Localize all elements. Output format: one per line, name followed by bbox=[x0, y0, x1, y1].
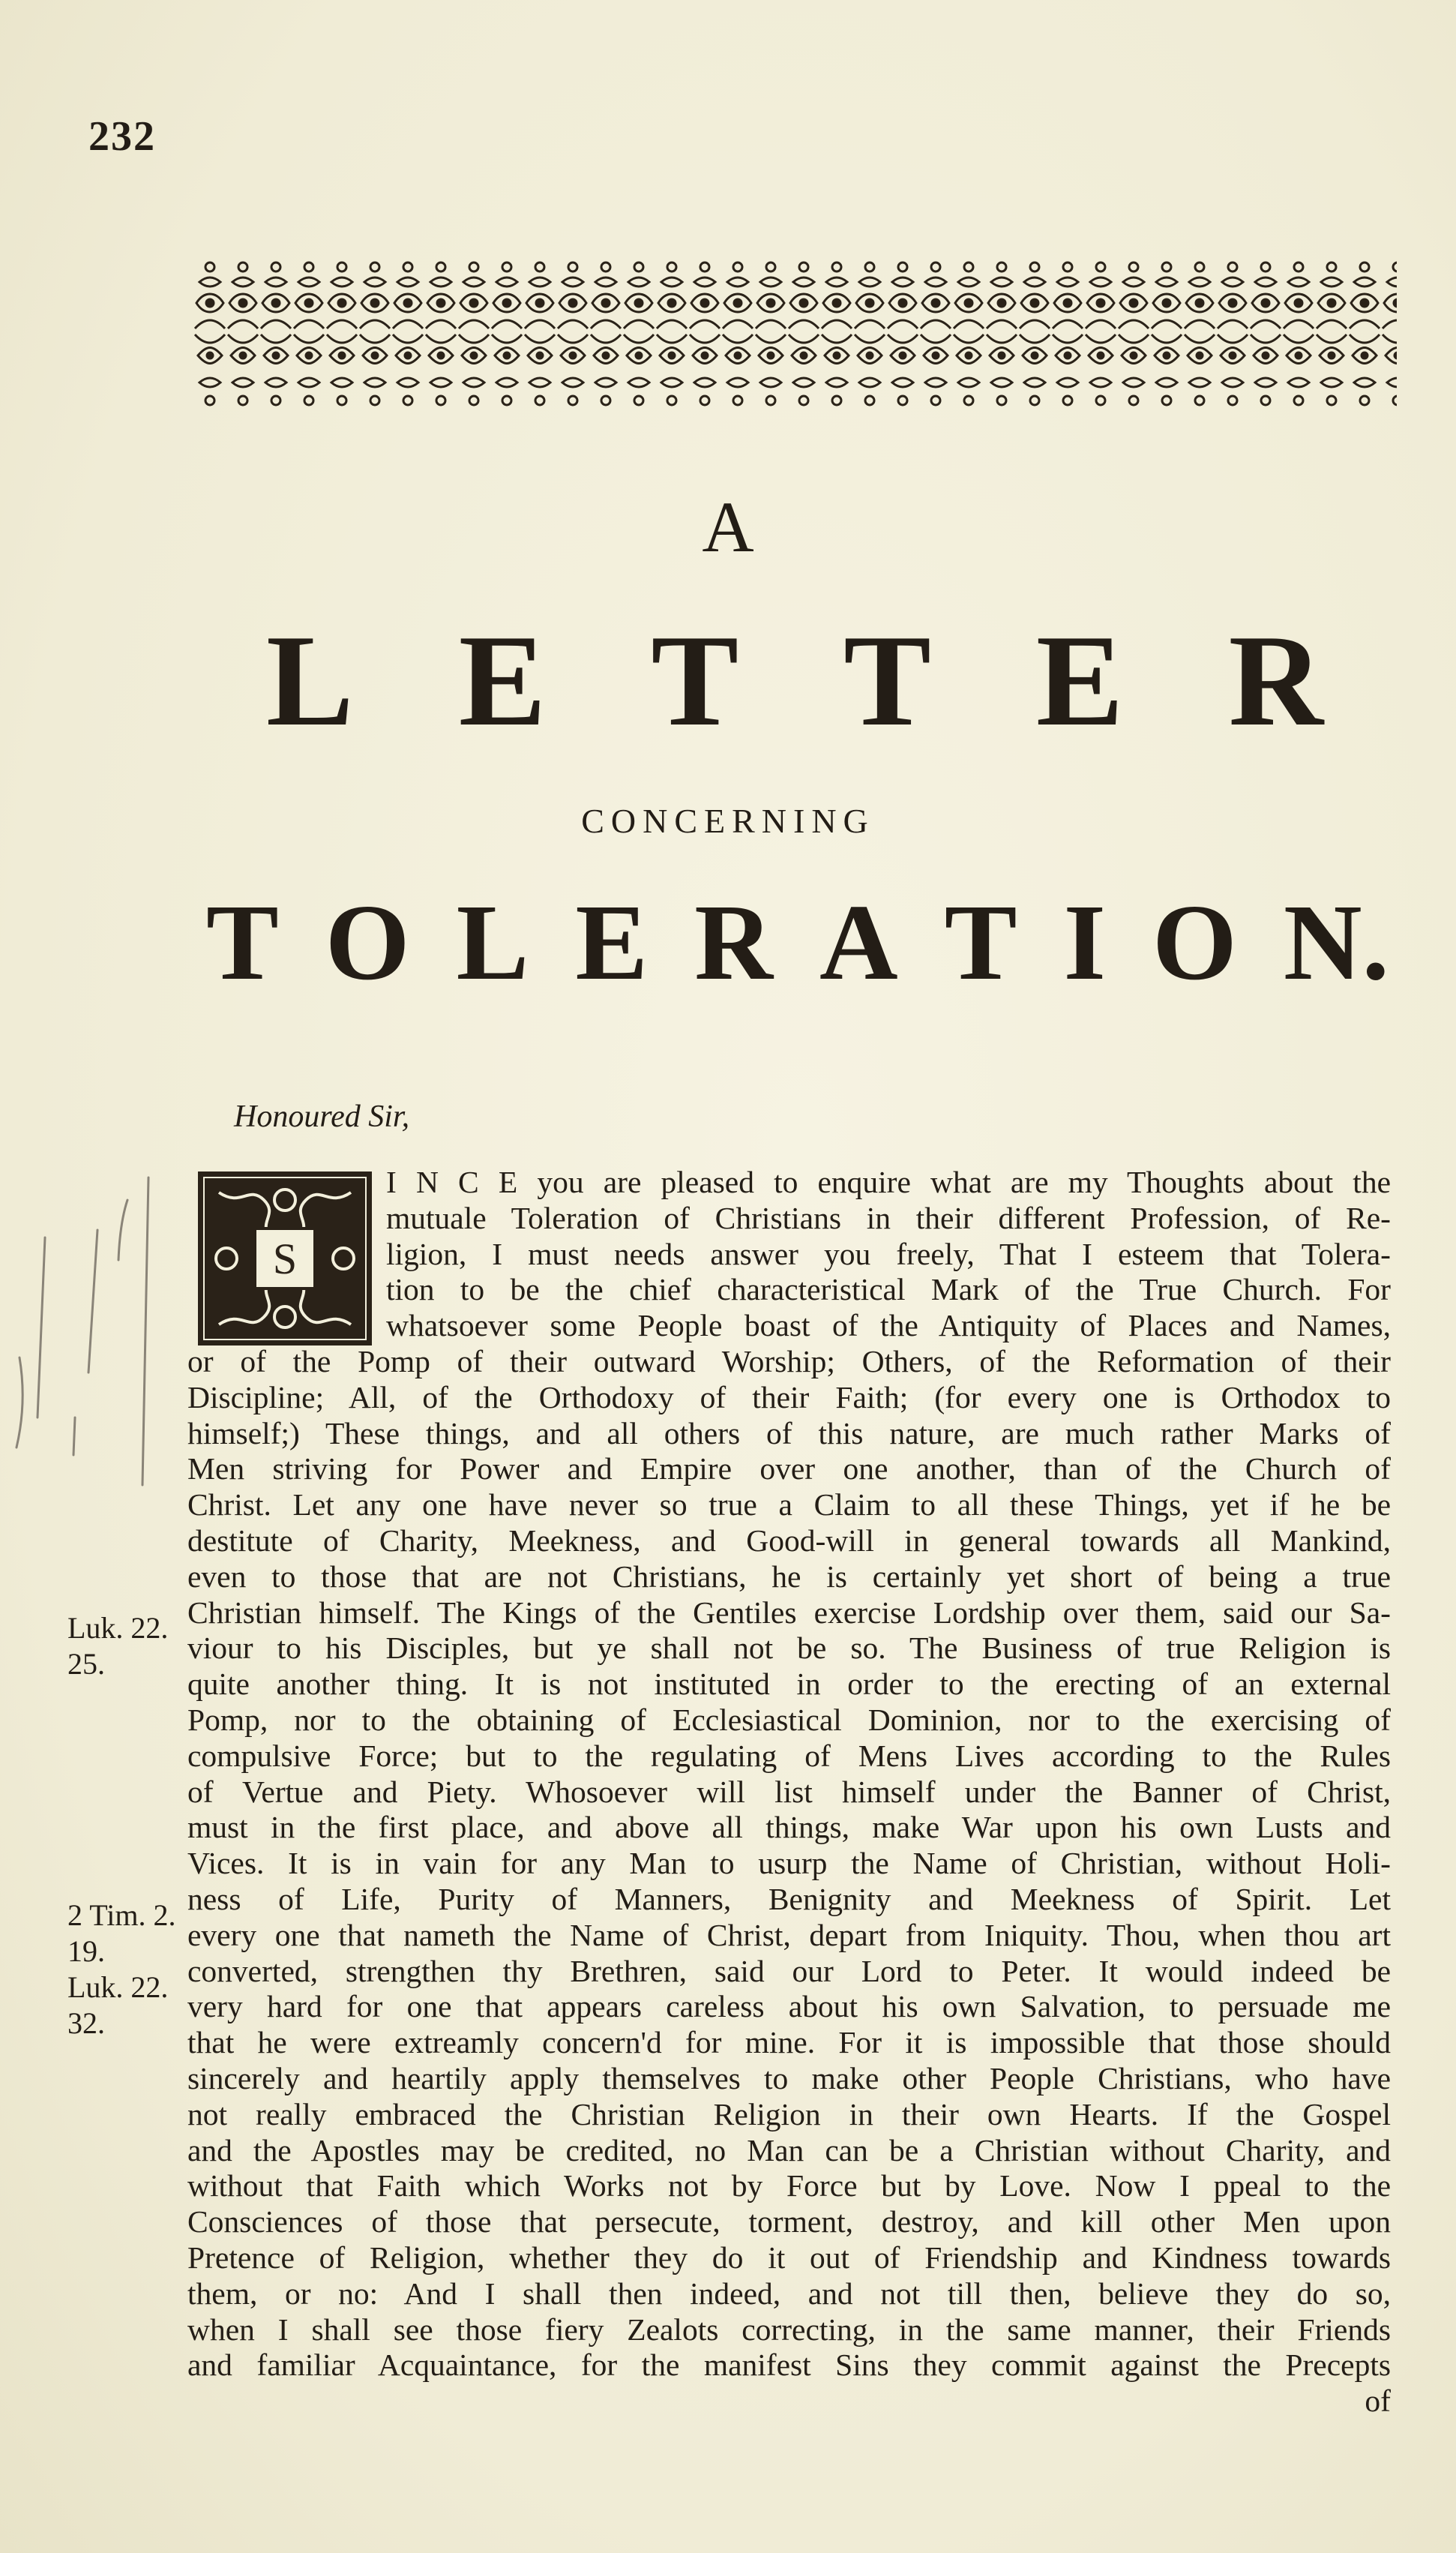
margin-note: 32. bbox=[67, 2006, 105, 2040]
body-line: destitute of Charity, Meekness, and Good-will in general towards all Mankind, bbox=[187, 1522, 1391, 1558]
title-toleration-char: R bbox=[694, 883, 773, 1003]
body-line: quite another thing. It is not instituted in order to the erecting of an external bbox=[187, 1666, 1391, 1702]
title-letter-char: T bbox=[651, 608, 739, 753]
body-line: every one that nameth the Name of Christ, depart from Iniquity. Thou, when thou art bbox=[187, 1917, 1391, 1952]
body-line: when I shall see those fiery Zealots correcting, in the same manner, their Friends bbox=[187, 2312, 1391, 2347]
body-line: and the Apostles may be credited, no Man can be a Christian without Charity, and bbox=[187, 2132, 1391, 2168]
body-line: Christian himself. The Kings of the Gentiles exercise Lordship over them, said our Sa- bbox=[187, 1594, 1391, 1630]
title-toleration-char: O bbox=[1152, 883, 1237, 1003]
body-line: of bbox=[1365, 2384, 1391, 2419]
body-line: even to those that are not Christians, he is certainly yet short of being a true bbox=[187, 1558, 1391, 1594]
body-line: of Vertue and Piety. Whosoever will list himself under the Banner of Christ, bbox=[187, 1774, 1391, 1809]
margin-note: Luk. 22. bbox=[67, 1611, 169, 1645]
title-letter-char: T bbox=[843, 608, 931, 753]
title-concerning: CONCERNING bbox=[581, 802, 875, 840]
title-letter-char: R bbox=[1228, 608, 1323, 753]
title-toleration-char: O bbox=[325, 883, 410, 1003]
body-line: that he were extreamly concern'd for mine. For it is impossible that those should bbox=[187, 2025, 1391, 2060]
body-line: converted, strengthen thy Brethren, said our Lord to Peter. It would indeed be bbox=[187, 1953, 1391, 1988]
body-line: Consciences of those that persecute, torment, destroy, and kill other Men upon bbox=[187, 2204, 1391, 2240]
body-line: compulsive Force; but to the regulating of Mens Lives according to the Rules bbox=[187, 1738, 1391, 1773]
margin-note: Luk. 22. bbox=[67, 1970, 169, 2004]
body-line: sincerely and heartily apply themselves to make other People Christians, who have bbox=[187, 2060, 1391, 2096]
body-line: Men striving for Power and Empire over one another, than of the Church of bbox=[187, 1451, 1391, 1486]
body-line: must in the first place, and above all things, make War upon his own Lusts and bbox=[187, 1810, 1391, 1845]
body-line: ness of Life, Purity of Manners, Benignity and Meekness of Spirit. Let bbox=[187, 1881, 1391, 1916]
body-line: Christ. Let any one have never so true a Claim to all these Things, yet if he be bbox=[187, 1487, 1391, 1522]
ornament-headpiece bbox=[193, 256, 1397, 410]
body-line: mutuale Toleration of Christians in their different Profession, of Re- bbox=[386, 1200, 1391, 1235]
page-number: 232 bbox=[88, 113, 156, 160]
body-line: or of the Pomp of their outward Worship; Others, of the Reformation of their bbox=[187, 1343, 1391, 1378]
body-line: ligion, I must needs answer you freely, That I esteem that Tolera- bbox=[386, 1236, 1391, 1271]
title-toleration-char: T bbox=[206, 883, 279, 1003]
title-letter-char: E bbox=[1035, 608, 1124, 753]
title-toleration-char: E bbox=[575, 883, 649, 1003]
margin-note: 19. bbox=[67, 1934, 105, 1968]
body-line: very hard for one that appears careless about his own Salvation, to persuade me bbox=[187, 1989, 1391, 2024]
body-line: Discipline; All, of the Orthodoxy of their Faith; (for every one is Orthodox to bbox=[187, 1379, 1391, 1414]
body-line: Pomp, nor to the obtaining of Ecclesiastical Dominion, nor to the exercising of bbox=[187, 1702, 1391, 1737]
title-toleration-char: L bbox=[456, 883, 529, 1003]
pencil-marks bbox=[15, 1170, 157, 1500]
title-toleration-char: N. bbox=[1283, 883, 1389, 1003]
margin-note: 25. bbox=[67, 1647, 105, 1681]
body-line: viour to his Disciples, but ye shall not be so. The Business of true Religion is bbox=[187, 1630, 1391, 1666]
body-line: Vices. It is in vain for any Man to usurp the Name of Christian, without Holi- bbox=[187, 1846, 1391, 1881]
body-line: I N C E you are pleased to enquire what are my Thoughts about the bbox=[386, 1165, 1391, 1199]
title-toleration-char: I bbox=[1063, 883, 1106, 1003]
body-line: whatsoever some People boast of the Antiquity of Places and Names, bbox=[386, 1308, 1391, 1343]
body-line: and familiar Acquaintance, for the manifest Sins they commit against the Precepts bbox=[187, 2348, 1391, 2383]
title-letter bbox=[266, 608, 1323, 753]
body-line: Pretence of Religion, whether they do it out of Friendship and Kindness towards bbox=[187, 2240, 1391, 2275]
body-line: them, or no: And I shall then indeed, and not till then, believe they do so, bbox=[187, 2276, 1391, 2311]
title-toleration-char: T bbox=[944, 883, 1017, 1003]
dropcap-letter: S bbox=[272, 1234, 298, 1283]
body-line: tion to be the chief characteristical Mark of the True Church. For bbox=[386, 1272, 1391, 1307]
body-text bbox=[187, 1165, 1391, 2420]
title-toleration-char: A bbox=[819, 883, 898, 1003]
title-letter-char: E bbox=[458, 608, 547, 753]
title-letter-char: L bbox=[266, 608, 354, 753]
title-toleration bbox=[206, 883, 1389, 1003]
body-line: himself;) These things, and all others of this nature, are much rather Marks of bbox=[187, 1415, 1391, 1450]
body-line: without that Faith which Works not by Force but by Love. Now I ppeal to the bbox=[187, 2168, 1391, 2204]
body-line: not really embraced the Christian Religion in their own Hearts. If the Gospel bbox=[187, 2096, 1391, 2132]
salutation: Honoured Sir, bbox=[234, 1100, 410, 1134]
title-a: A bbox=[702, 487, 754, 567]
margin-note: 2 Tim. 2. bbox=[67, 1898, 176, 1932]
